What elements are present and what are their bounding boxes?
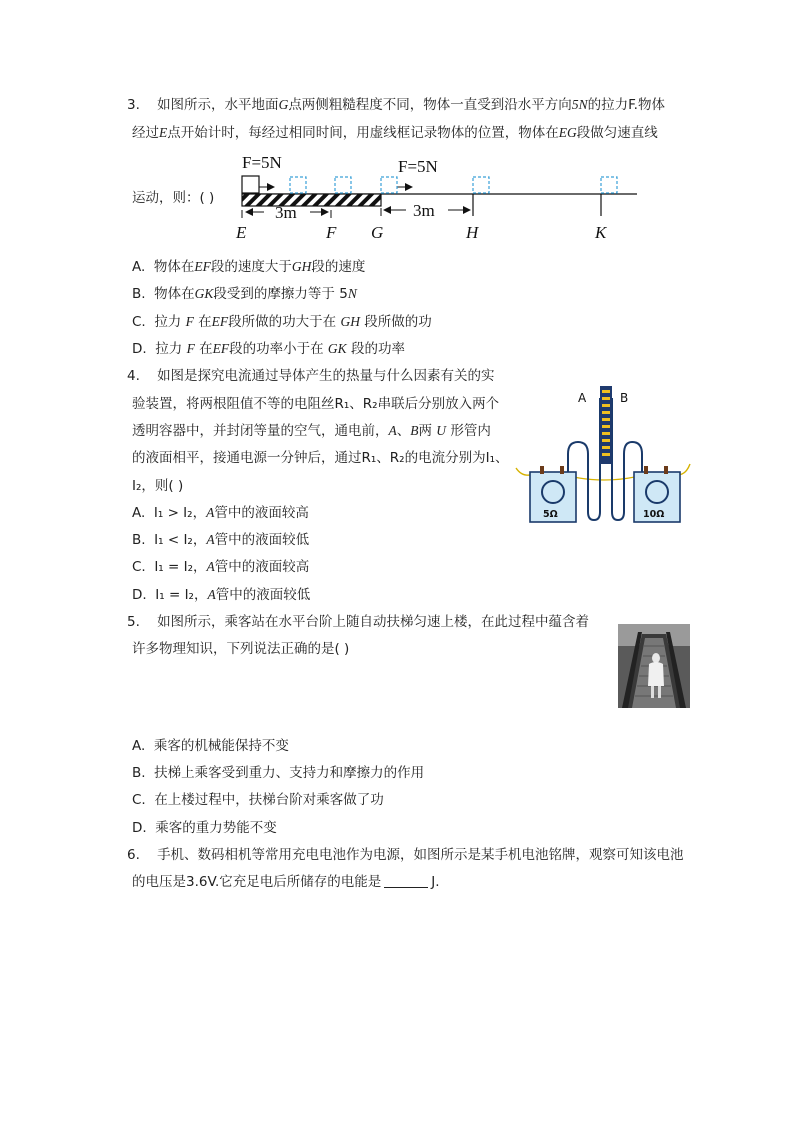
point-label-E: E	[236, 223, 247, 242]
q4-figure	[514, 380, 694, 526]
q6-line-2: 的电压是3.6V.它充足电后所储存的电能是 J.	[132, 874, 440, 890]
q3-line-3: 运动，则：( )	[132, 190, 215, 206]
rough-surface	[242, 194, 381, 206]
object-block	[242, 176, 259, 193]
q3-line-2: 经过E点开始计时，每经过相同时间，用虚线框记录物体的位置，物体在EG段做匀速直线	[132, 125, 658, 141]
q3-option-c[interactable]: C. 拉力 F 在EF段所做的功大于在 GH 段所做的功	[132, 314, 432, 330]
answer-blank[interactable]	[384, 873, 428, 888]
q5-line-2: 许多物理知识，下列说法正确的是( )	[132, 641, 350, 657]
escalator-photo	[618, 624, 690, 708]
q4-option-a[interactable]: A. I₁ > I₂，A管中的液面较高	[132, 505, 309, 521]
position-box	[290, 177, 306, 193]
right-resistor-label: 10Ω	[643, 509, 665, 520]
q5-option-d[interactable]: D. 乘客的重力势能不变	[132, 820, 277, 836]
q4-number: 4.	[127, 368, 140, 384]
q5-option-c[interactable]: C. 在上楼过程中，扶梯台阶对乘客做了功	[132, 792, 384, 808]
dimension-label-right: 3m	[413, 201, 435, 220]
q3-option-b[interactable]: B. 物体在GK段受到的摩擦力等于 5N	[132, 286, 357, 302]
position-box	[601, 177, 617, 193]
q3-number: 3.	[127, 97, 140, 113]
force-label-right: F=5N	[398, 157, 438, 176]
q4-line-5: I₂，则( )	[132, 478, 184, 494]
q5-number: 5.	[127, 614, 140, 630]
point-label-G: G	[371, 223, 384, 242]
q4-line-2: 验装置，将两根阻值不等的电阻丝R₁、R₂串联后分别放入两个	[132, 396, 500, 412]
q5-option-a[interactable]: A. 乘客的机械能保持不变	[132, 738, 289, 754]
q3-figure	[232, 150, 642, 246]
tube-b-label: B	[620, 391, 629, 405]
position-markers	[290, 177, 617, 193]
position-box	[335, 177, 351, 193]
left-resistor-label: 5Ω	[543, 509, 558, 520]
point-label-F: F	[326, 223, 337, 242]
q6-line-1: 6. 手机、数码相机等常用充电电池作为电源，如图所示是某手机电池铭牌，观察可知该电池	[127, 847, 684, 863]
q4-line-3: 透明容器中，并封闭等量的空气，通电前，A、B两 U 形管内	[132, 423, 491, 439]
q6-number: 6.	[127, 847, 140, 863]
q4-option-b[interactable]: B. I₁ < I₂，A管中的液面较低	[132, 532, 310, 548]
q3-line-1: 3. 如图所示，水平地面G点两侧粗糙程度不同，物体一直受到沿水平方向5N的拉力F.物体	[127, 97, 665, 113]
point-label-H: H	[466, 223, 479, 242]
q4-line-4: 的液面相平，接通电源一分钟后，通过R₁、R₂的电流分别为I₁、	[132, 450, 509, 466]
position-box	[473, 177, 489, 193]
q3-option-a[interactable]: A. 物体在EF段的速度大于GH段的速度	[132, 259, 366, 275]
q4-line-1: 4. 如图是探究电流通过导体产生的热量与什么因素有关的实	[127, 368, 495, 384]
force-label-left: F=5N	[242, 153, 282, 172]
q5-line-1: 5. 如图所示，乘客站在水平台阶上随自动扶梯匀速上楼，在此过程中蕴含着	[127, 614, 590, 630]
q3-option-d[interactable]: D. 拉力 F 在EF段的功率小于在 GK 段的功率	[132, 341, 405, 357]
dimension-label-left: 3m	[275, 203, 297, 222]
point-label-K: K	[595, 223, 607, 242]
q4-option-c[interactable]: C. I₁ = I₂，A管中的液面较高	[132, 559, 310, 575]
position-box	[381, 177, 397, 193]
tube-a-label: A	[578, 391, 587, 405]
q5-option-b[interactable]: B. 扶梯上乘客受到重力、支持力和摩擦力的作用	[132, 765, 425, 781]
q4-option-d[interactable]: D. I₁ = I₂，A管中的液面较低	[132, 587, 311, 603]
